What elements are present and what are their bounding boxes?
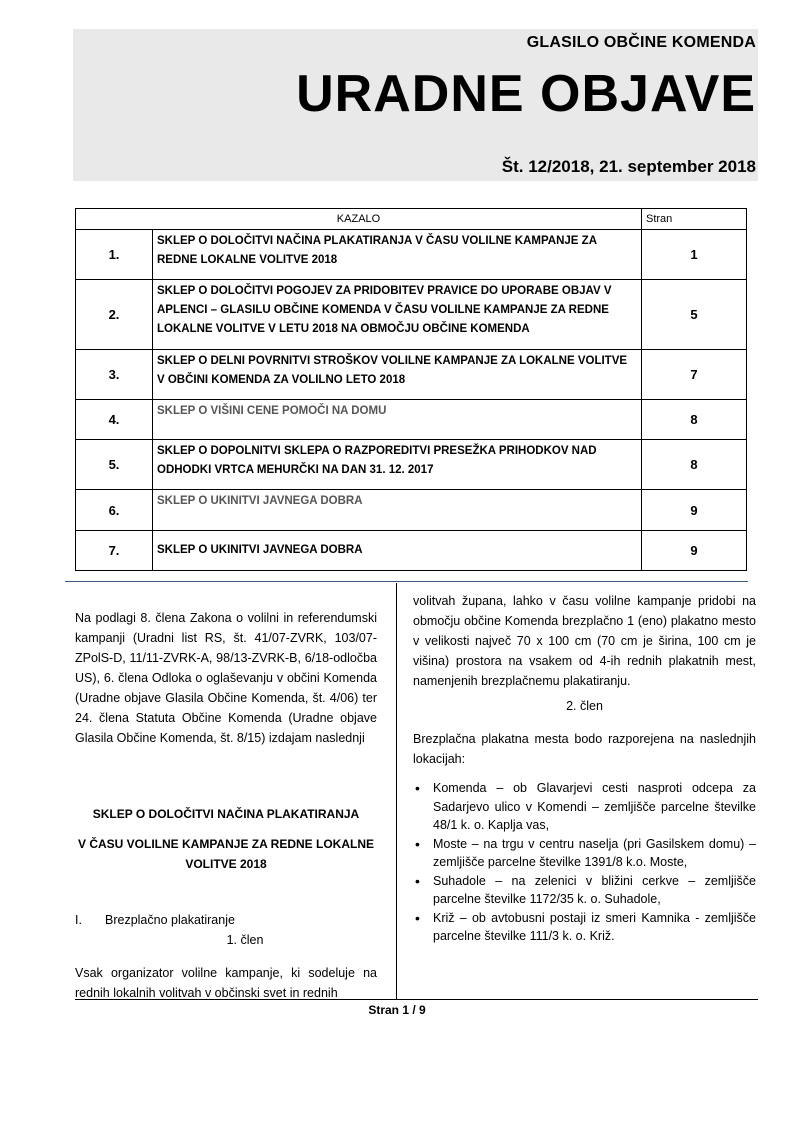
- toc-row-number: 7.: [76, 531, 153, 571]
- toc-row-page: 8: [642, 400, 747, 440]
- toc-row[interactable]: [76, 440, 747, 490]
- toc-row[interactable]: [76, 531, 747, 571]
- section-heading: [75, 913, 235, 927]
- list-item: • Komenda – ob Glavarjevi cesti nasproti odcepa za Sadarjevo ulico v Komendi – zemljišče parcelne številke 48/1 k. o. Kaplja vas,: [413, 779, 756, 835]
- sklep-title-line-1: SKLEP O DOLOČITVI NAČINA PLAKATIRANJA: [92, 807, 360, 821]
- toc-row-number: 5.: [76, 440, 153, 490]
- toc-row-title[interactable]: SKLEP O UKINITVI JAVNEGA DOBRA: [153, 531, 642, 571]
- toc-row-number: 4.: [76, 400, 153, 440]
- toc-row-number: 1.: [76, 230, 153, 280]
- article-1-text: [75, 963, 377, 1003]
- toc-row-title[interactable]: SKLEP O DOLOČITVI NAČINA PLAKATIRANJA V ČASU VOLILNE KAMPANJE ZA REDNE LOKALNE VOLITVE 2018: [153, 230, 642, 280]
- toc-row-number: 3.: [76, 350, 153, 400]
- toc-row[interactable]: [76, 350, 747, 400]
- list-item: • Moste – na trgu v centru naselja (pri Gasilskem domu) – zemljišče parcelne številke 1391/8 k.o. Moste,: [413, 835, 756, 872]
- toc-row[interactable]: [76, 400, 747, 440]
- table-of-contents: [75, 208, 747, 571]
- sklep-title-line-2: V ČASU VOLILNE KAMPANJE ZA REDNE LOKALNE VOLITVE 2018: [77, 837, 374, 871]
- toc-header-title: KAZALO: [76, 209, 642, 230]
- toc-row-page: 9: [642, 490, 747, 531]
- toc-row-number: 2.: [76, 280, 153, 350]
- toc-row-title[interactable]: SKLEP O DELNI POVRNITVI STROŠKOV VOLILNE KAMPANJE ZA LOKALNE VOLITVE V OBČINI KOMENDA ZA VOLILNO LETO 2018: [153, 350, 642, 400]
- intro-text: Na podlagi 8. člena Zakona o volilni in referendumski kampanji (Uradni list RS, št. 41/07-ZVRK, 103/07-ZPolS-D, 11/11-ZVRK-A, 98/13-ZVRK-B, 6/18-odločba US), 6. člena Odloka o oglaševanju v občini Komenda (Uradne objave Glasila Občine Komenda, št. 4/06) ter 24. člena Statuta Občine Komenda (Uradne objave Glasila Občine Komenda, št. 8/15) izdajam naslednji: [75, 611, 377, 745]
- footer-rule: [75, 999, 758, 1000]
- toc-row[interactable]: [76, 280, 747, 350]
- toc-row-page: 8: [642, 440, 747, 490]
- toc-row-page: 1: [642, 230, 747, 280]
- section-name: Brezplačno plakatiranje: [105, 913, 235, 927]
- toc-header-page: Stran: [642, 209, 747, 230]
- page-number: Stran 1 / 9: [368, 1003, 426, 1017]
- toc-row-page: 7: [642, 350, 747, 400]
- toc-row[interactable]: [76, 230, 747, 280]
- article-1-continuation-text: volitvah župana, lahko v času volilne kampanje pridobi na območju občine Komenda brezplačno 1 (eno) plakatno mesto v velikosti največ 70 x 100 cm (70 cm je širina, 100 cm je višina) prostora na vsakem od 4-ih rednih plakatnih mest, namenjenih brezplačnemu plakatiranju.: [413, 594, 756, 688]
- article-1-paragraph: Vsak organizator volilne kampanje, ki sodeluje na rednih lokalnih volitvah v občinski svet in rednih: [75, 966, 377, 1000]
- toc-row-title[interactable]: SKLEP O DOLOČITVI POGOJEV ZA PRIDOBITEV PRAVICE DO UPORABE OBJAV V APLENCI – GLASILU OBČINE KOMENDA V ČASU VOLILNE KAMPANJE ZA REDNE LOKALNE VOLITVE V LETU 2018 NA OBMOČJU OBČINE KOMENDA: [153, 280, 642, 350]
- toc-row[interactable]: [76, 490, 747, 531]
- article-2-text: [413, 729, 756, 769]
- toc-row-title[interactable]: SKLEP O DOPOLNITVI SKLEPA O RAZPOREDITVI PRESEŽKA PRIHODKOV NAD ODHODKI VRTCA MEHURČKI NA DAN 31. 12. 2017: [153, 440, 642, 490]
- location-list: [413, 779, 756, 946]
- toc-row-number: 6.: [76, 490, 153, 531]
- list-item: • Križ – ob avtobusni postaji iz smeri Kamnika - zemljišče parcelne številke 111/3 k. o. Križ.: [413, 909, 756, 946]
- section-number: I.: [75, 913, 82, 927]
- toc-row-title[interactable]: SKLEP O VIŠINI CENE POMOČI NA DOMU: [153, 400, 642, 440]
- publication-title: URADNE OBJAVE: [296, 65, 756, 123]
- toc-row-page: 5: [642, 280, 747, 350]
- publisher-name: GLASILO OBČINE KOMENDA: [526, 34, 756, 51]
- toc-row-title[interactable]: SKLEP O UKINITVI JAVNEGA DOBRA: [153, 490, 642, 531]
- article-1-continuation: [413, 591, 756, 691]
- intro-paragraph: [75, 608, 377, 748]
- issue-info: Št. 12/2018, 21. september 2018: [501, 157, 756, 176]
- toc-row-page: 9: [642, 531, 747, 571]
- article-2-heading: 2. člen: [566, 699, 603, 713]
- article-2-paragraph: Brezplačna plakatna mesta bodo razporejena na naslednjih lokacijah:: [413, 732, 756, 766]
- section-divider: [65, 581, 748, 582]
- list-item: • Suhadole – na zelenici v bližini cerkve – zemljišče parcelne številke 1172/35 k. o. Suhadole,: [413, 872, 756, 909]
- article-1-heading: 1. člen: [226, 933, 264, 947]
